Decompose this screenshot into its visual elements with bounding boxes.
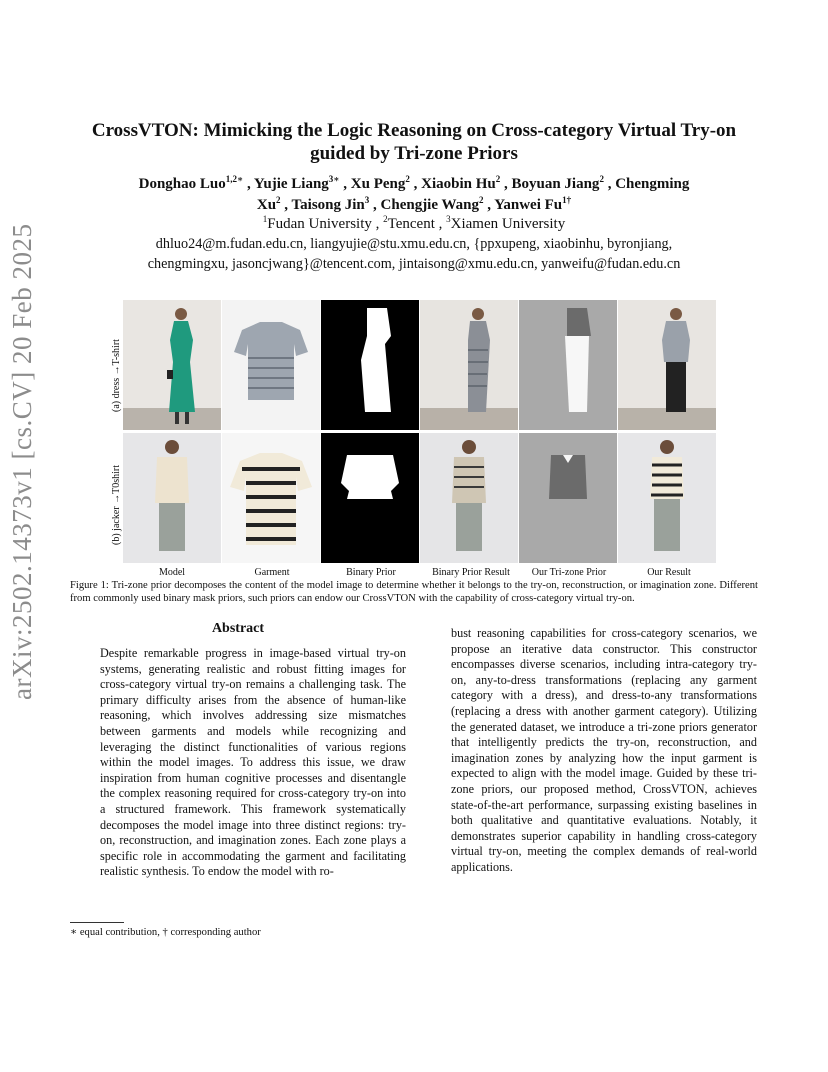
- column-label-model: Model: [158, 567, 186, 578]
- figure-1-grid: [123, 300, 719, 565]
- email-line-2: chengmingxu, jasoncjwang}@tencent.com, jintaisong@xmu.edu.cn, yanweifu@fudan.edu.cn: [147, 256, 681, 272]
- abstract-text-right: bust reasoning capabilities for cross-category scenarios, we propose an iterative data constructor. This constructor encompasses diverse scenarios, including intra-category try-on, any-to-dress transformations (replacing any garment category with a dress), and dress-to-any transformations (replacing a dress with another garment category). Utilizing the generated dataset, we introduce a tri-zone priors generator that intelligently predicts the try-on, reconstruction, and imagination zones by analyzing how the input garment is expected to align with the model image. Guided by these tri-zone priors, our proposed method, CrossVTON, achieves state-of-the-art performance, surpassing existing baselines in both qualitative and quantitative evaluations. Notably, it demonstrates superior capability in handling cross-category virtual try-on, meeting the complex demands of real-world applications.: [451, 626, 757, 874]
- author-list: [90, 174, 738, 216]
- footnote: ∗ equal contribution, † corresponding author: [70, 927, 261, 938]
- column-label-binary-prior-result: Binary Prior Result: [432, 567, 510, 578]
- tri-zone-prior-a: [519, 300, 617, 430]
- paper-title: CrossVTON: Mimicking the Logic Reasoning on Cross-category Virtual Try-on guided by Tri-zone Priors: [91, 120, 737, 164]
- garment-tshirt-image: [222, 300, 320, 430]
- binary-prior-mask-b: [321, 433, 419, 563]
- our-result-a: [618, 300, 716, 430]
- email-list: [90, 234, 738, 274]
- footnote-rule: [70, 922, 124, 923]
- abstract-text-left: Despite remarkable progress in image-based virtual try-on systems, generating realistic and robust fitting images for cross-category virtual try-on remains a challenging task. The primary difficulty arises from the absence of human-like reasoning, which involves addressing size mismatches between garments and models while recognizing and leveraging the distinct functionalities of various regions within the model images. To address this issue, we draw inspiration from human cognitive processes and disentangle the complex reasoning required for cross-category try-on into a structured framework. This framework systematically decomposes the model image into three distinct regions: try-on, reconstruction, and imagination zones. Each zone plays a specific role in accommodating the garment and facilitating realistic synthesis. To endow the model with ro-: [100, 646, 406, 879]
- model-dress-image: [123, 300, 221, 430]
- affiliations: $^1$Fudan University , $^2$Tencent , $^3$Xiamen University: [262, 214, 566, 232]
- row-label-b: (b) jacker →T0shirt: [111, 465, 122, 545]
- column-label-garment: Garment: [254, 567, 290, 578]
- row-label-a: (a) dress →T-shirt: [111, 339, 122, 412]
- figure-caption: Figure 1: Tri-zone prior decomposes the content of the model image to determine whether it belongs to the try-on, reconstruction, or imagination zone. Different from commonly used binary mask priors, such priors can endow our CrossVTON with the capability of cross-category virtual try-on.: [70, 580, 758, 604]
- garment-striped-tee-image: [222, 433, 320, 563]
- our-result-b: [618, 433, 716, 563]
- binary-prior-mask-a: [321, 300, 419, 430]
- arxiv-sidebar-id: arXiv:2502.14373v1 [cs.CV] 20 Feb 2025: [7, 223, 37, 700]
- binary-prior-result-b: [420, 433, 518, 563]
- binary-prior-result-a: [420, 300, 518, 430]
- column-label-binary-prior: Binary Prior: [346, 567, 396, 578]
- abstract-heading: Abstract: [211, 621, 265, 636]
- email-line-1: dhluo24@m.fudan.edu.cn, liangyujie@stu.xmu.edu.cn, {ppxupeng, xiaobinhu, byronjiang,: [155, 236, 673, 252]
- column-label-our-result: Our Result: [647, 567, 691, 578]
- model-jacket-image: [123, 433, 221, 563]
- column-label-tri-zone-prior: Our Tri-zone Prior: [531, 567, 607, 578]
- author-line-2: Xu$^2$ , Taisong Jin$^3$ , Chengjie Wang$^2$ , Yanwei $Fu^{1\dagger}$: [256, 195, 572, 213]
- tri-zone-prior-b: [519, 433, 617, 563]
- author-line-1: Donghao Luo$^{1,2∗}$ , Yujie Liang$^{3∗}$ , Xu Peng$^2$ , Xiaobin Hu$^2$ , Boyuan Jiang$^2$ , Chengming: [138, 174, 690, 192]
